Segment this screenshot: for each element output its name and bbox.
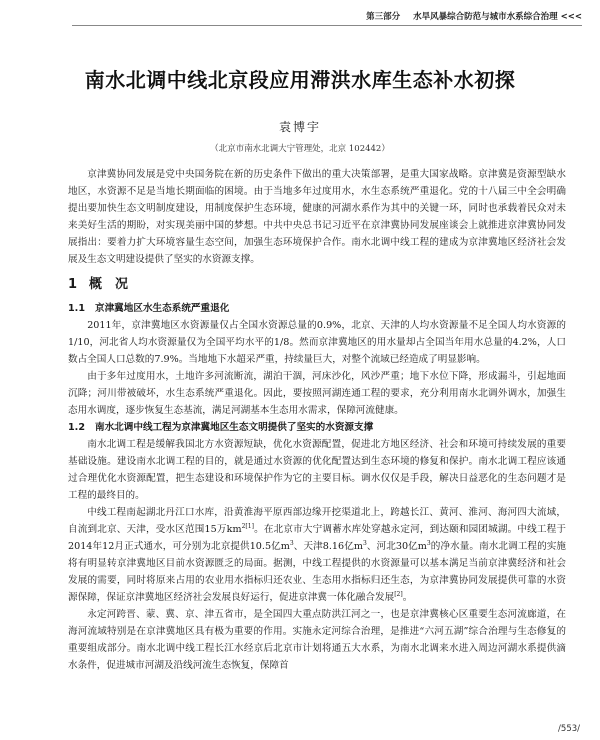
section-heading	[68, 276, 566, 294]
text-run: 的净水量。南水北调工程的实施将有明显转京津冀地区目前水资源匮乏的局面。据测，中线工程提供的水资源量可以基本满足当前京津冀经济和社会发展的需要，同时将原来占用的农业用水指标归还农业、生态用水指标归还生态，为京津冀协同发展提供可靠的水资源保障，保证京津冀地区经济社会发展良好运行，促进京津冀一体化融合发展	[68, 541, 566, 603]
text-run: 、天津8.16亿m	[293, 541, 363, 552]
article-author: 袁博宇	[278, 120, 321, 134]
body-paragraph: 2011年，京津冀地区水资源量仅占全国水资源总量的0.9%，北京、天津的人均水资源量不足全国人均水资源的1/10，河北省人均水资源量仅为全国平均水平的1/8。然而京津冀地区的用水量却占全国当年用水总量的4.2%，人口数占全国人口总数的7.9%。当地地下水超采严重，持续量巨大，对整个流域已经造成了明显影响。	[68, 320, 566, 365]
body-paragraph: 由于多年过度用水，土地许多河流断流，湖泊干涸，河床沙化，风沙严重；地下水位下降，形成漏斗，引起地面沉降；河川带被破坏，水生态系统严重退化。因此，要按照河湖连通工程的要求，充分利用南水北调外调水，加强生态用水调度，逐步恢复生态基流，满足河湖基本生态用水需求，保障河流健康。	[68, 371, 566, 416]
header-topic: 水旱风暴综合防范与城市水系综合治理	[413, 12, 558, 22]
section-title: 概 况	[89, 277, 129, 292]
subsection-heading	[68, 300, 566, 317]
text-run: 、河北30亿m	[366, 541, 427, 552]
subsection-number: 1.2	[68, 422, 85, 433]
article-title: 南水北调中线北京段应用滞洪水库生态补水初探	[84, 68, 516, 92]
intro-paragraph: 京津冀协同发展是党中央国务院在新的历史条件下做出的重大决策部署，是重大国家战略。京津冀是资源型缺水地区，水资源不足是当地长期面临的困境。由于当地多年过度用水，水生态系统严重退化。党的十八届三中全会明确提出要加快生态文明制度建设，用制度保护生态环境，健康的河湖水系作为其中的关键一环，同时也承载着民众对未来美好生活的期盼，对实现美丽中国的梦想。中共中央总书记习近平在京津冀协同发展座谈会上就推进京津冀协同发展指出：要着力扩大环境容量生态空间，加强生态环境保护合作。南水北调中线工程的建成为京津冀地区经济社会发展及生态文明建设提供了坚实的水资源支撑。	[68, 169, 566, 265]
text-run: 。	[402, 592, 413, 603]
superscript: 3	[426, 539, 431, 547]
subsection-number: 1.1	[68, 303, 85, 314]
superscript: 3	[362, 539, 367, 547]
subsection-title: 南水北调中线工程为京津冀地区生态文明提供了坚实的水资源支撑	[95, 422, 374, 433]
article-affiliation: （北京市南水北调大宁管理处，北京 102442）	[210, 144, 390, 154]
subsection-heading	[68, 419, 566, 436]
superscript: 2	[241, 522, 246, 530]
header-section: 第三部分	[366, 12, 401, 22]
header-arrows-icon: <<<	[560, 12, 582, 22]
body-paragraph: 南水北调工程是缓解我国北方水资源短缺，优化水资源配置，促进北方地区经济、社会和环境可持续发展的重要基础设施。建设南水北调工程的目的，就是通过水资源的优化配置达到生态环境的修复和保护。南水北调工程应该通过合理优化水资源配置，把生态建设和环境保护作为它的主要目标。调水仅仅是手段，解决日益恶化的生态问题才是工程的最终目的。	[68, 439, 566, 501]
body-paragraph: 永定河跨晋、蒙、冀、京、津五省市，是全国四大重点防洪江河之一，也是京津冀核心区重要生态河流廊道，在海河流域特别是在京津冀地区具有极为重要的作用。实施永定河综合治理，是推进“六河五湖”综合治理与生态修复的重要组成部分。南水北调中线工程长江水经京后北京市计划将通五大水系，为南水北调来水进入周边河湖水系提供滴水条件，促进城市河湖及沿线河流生态恢复，保障首	[68, 609, 566, 671]
text-run: 中线工程南起湖北丹江口水库，沿黄淮海平原西部边缘开挖渠道北上，跨越长江、黄河、淮河、海河四大流域，自流到北京、天津，受水区范围15万km	[68, 507, 566, 535]
citation: [1]	[245, 522, 254, 530]
citation: [2]	[394, 590, 403, 598]
section-number: 1	[68, 277, 78, 292]
superscript: 3	[289, 539, 294, 547]
header-rule	[72, 25, 582, 26]
subsection-title: 京津冀地区水生态系统严重退化	[95, 303, 230, 314]
article-body	[68, 166, 566, 674]
running-header	[366, 10, 582, 22]
text-run: 。在北京市大宁调蓄水库处穿越永定河，到达颐和园团城湖。中线工程于2014年12月正式通水，可分别为北京提供10.5亿m	[68, 524, 566, 552]
body-paragraph	[68, 504, 566, 606]
page-number: /553/	[558, 724, 580, 734]
